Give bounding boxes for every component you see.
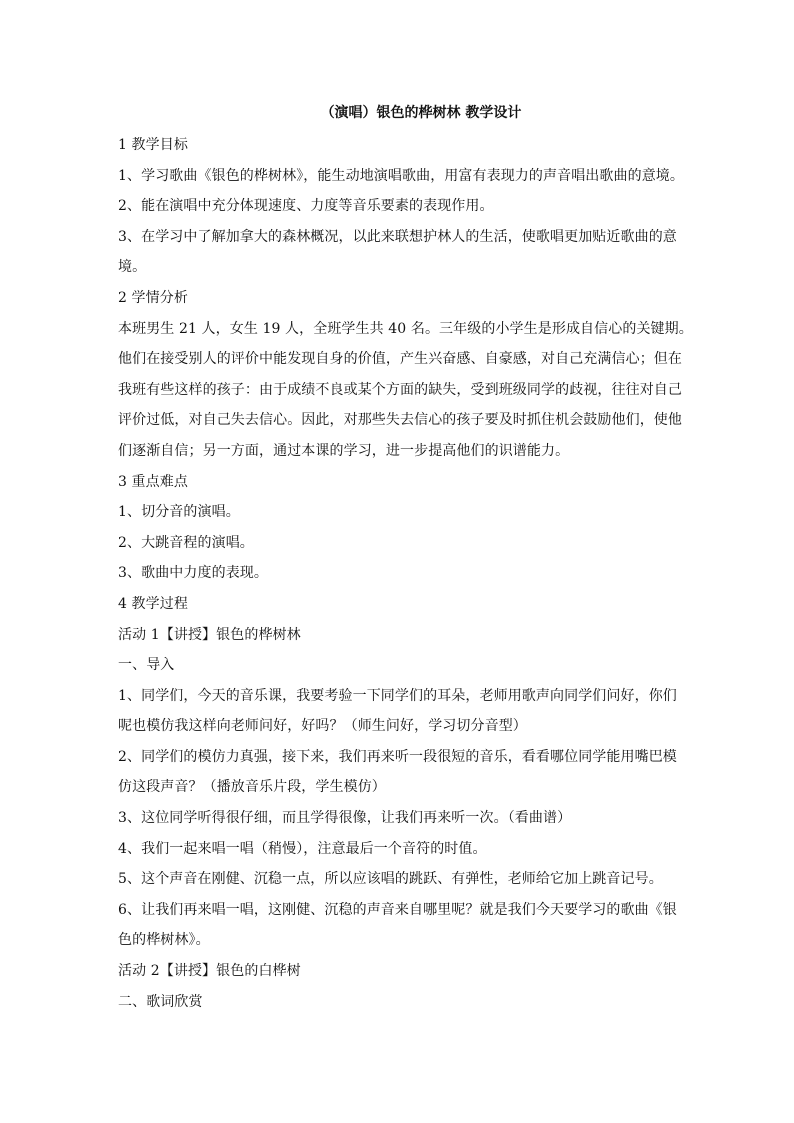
goal-1-line-1: 1、学习歌曲《银色的桦树林》，能生动地演唱歌曲，用富有表现力的声音唱出歌曲的意境。 xyxy=(118,167,685,184)
activity-1-heading: 活动 1【讲授】银色的桦树林 xyxy=(118,626,301,643)
section-intro-heading: 一、导入 xyxy=(118,657,175,674)
intro-step-4: 4、我们一起来唱一唱（稍慢），注意最后一个音符的时值。 xyxy=(118,840,487,857)
analysis-line-3: 我班有些这样的孩子：由于成绩不良或某个方面的缺失，受到班级同学的歧视，往往对自己 xyxy=(118,381,682,398)
document-title: （演唱）银色的桦树林 教学设计 xyxy=(320,105,522,121)
analysis-line-4: 评价过低，对自己失去信心。因此，对那些失去信心的孩子要及时抓住机会鼓励他们，使他 xyxy=(118,412,682,429)
intro-step-1-line-1: 1、同学们，今天的音乐课，我要考验一下同学们的耳朵，老师用歌声向同学们问好，你们 xyxy=(118,687,677,704)
section-lyrics-heading: 二、歌词欣赏 xyxy=(118,993,203,1010)
intro-step-6-line-1: 6、让我们再来唱一唱，这刚健、沉稳的声音来自哪里呢？就是我们今天要学习的歌曲《银 xyxy=(118,901,677,918)
heading-student-analysis: 2 学情分析 xyxy=(118,289,188,306)
intro-step-5: 5、这个声音在刚健、沉稳一点，所以应该唱的跳跃、有弹性，老师给它加上跳音记号。 xyxy=(118,871,663,888)
intro-step-2-line-2: 仿这段声音？（播放音乐片段，学生模仿） xyxy=(118,779,386,796)
key-point-1: 1、切分音的演唱。 xyxy=(118,504,240,521)
goal-3-line-1: 3、在学习中了解加拿大的森林概况，以此来联想护林人的生活，使歌唱更加贴近歌曲的意 xyxy=(118,228,677,245)
analysis-line-1: 本班男生 21 人，女生 19 人，全班学生共 40 名。三年级的小学生是形成自信心的关键期。 xyxy=(118,320,693,337)
key-point-2: 2、大跳音程的演唱。 xyxy=(118,534,254,551)
goal-3-line-2: 境。 xyxy=(118,259,147,276)
intro-step-6-line-2: 色的桦树林》。 xyxy=(118,932,210,949)
intro-step-1-line-2: 呢也模仿我这样向老师问好，好吗？（师生问好，学习切分音型） xyxy=(118,718,527,735)
analysis-line-5: 们逐渐自信；另一方面，通过本课的学习，进一步提高他们的识谱能力。 xyxy=(118,442,570,459)
heading-key-points: 3 重点难点 xyxy=(118,473,188,490)
heading-teaching-process: 4 教学过程 xyxy=(118,595,188,612)
activity-2-heading: 活动 2【讲授】银色的白桦树 xyxy=(118,963,301,980)
intro-step-3: 3、这位同学听得很仔细，而且学得很像，让我们再来听一次。（看曲谱） xyxy=(118,810,572,827)
key-point-3: 3、歌曲中力度的表现。 xyxy=(118,565,269,582)
heading-teaching-goals: 1 教学目标 xyxy=(118,137,188,153)
analysis-line-2: 他们在接受别人的评价中能发现自身的价值，产生兴奋感、自豪感，对自己充满信心；但在 xyxy=(118,351,682,368)
intro-step-2-line-1: 2、同学们的模仿力真强，接下来，我们再来听一段很短的音乐，看看哪位同学能用嘴巴模 xyxy=(118,748,677,765)
goal-2: 2、能在演唱中充分体现速度、力度等音乐要素的表现作用。 xyxy=(118,198,494,215)
